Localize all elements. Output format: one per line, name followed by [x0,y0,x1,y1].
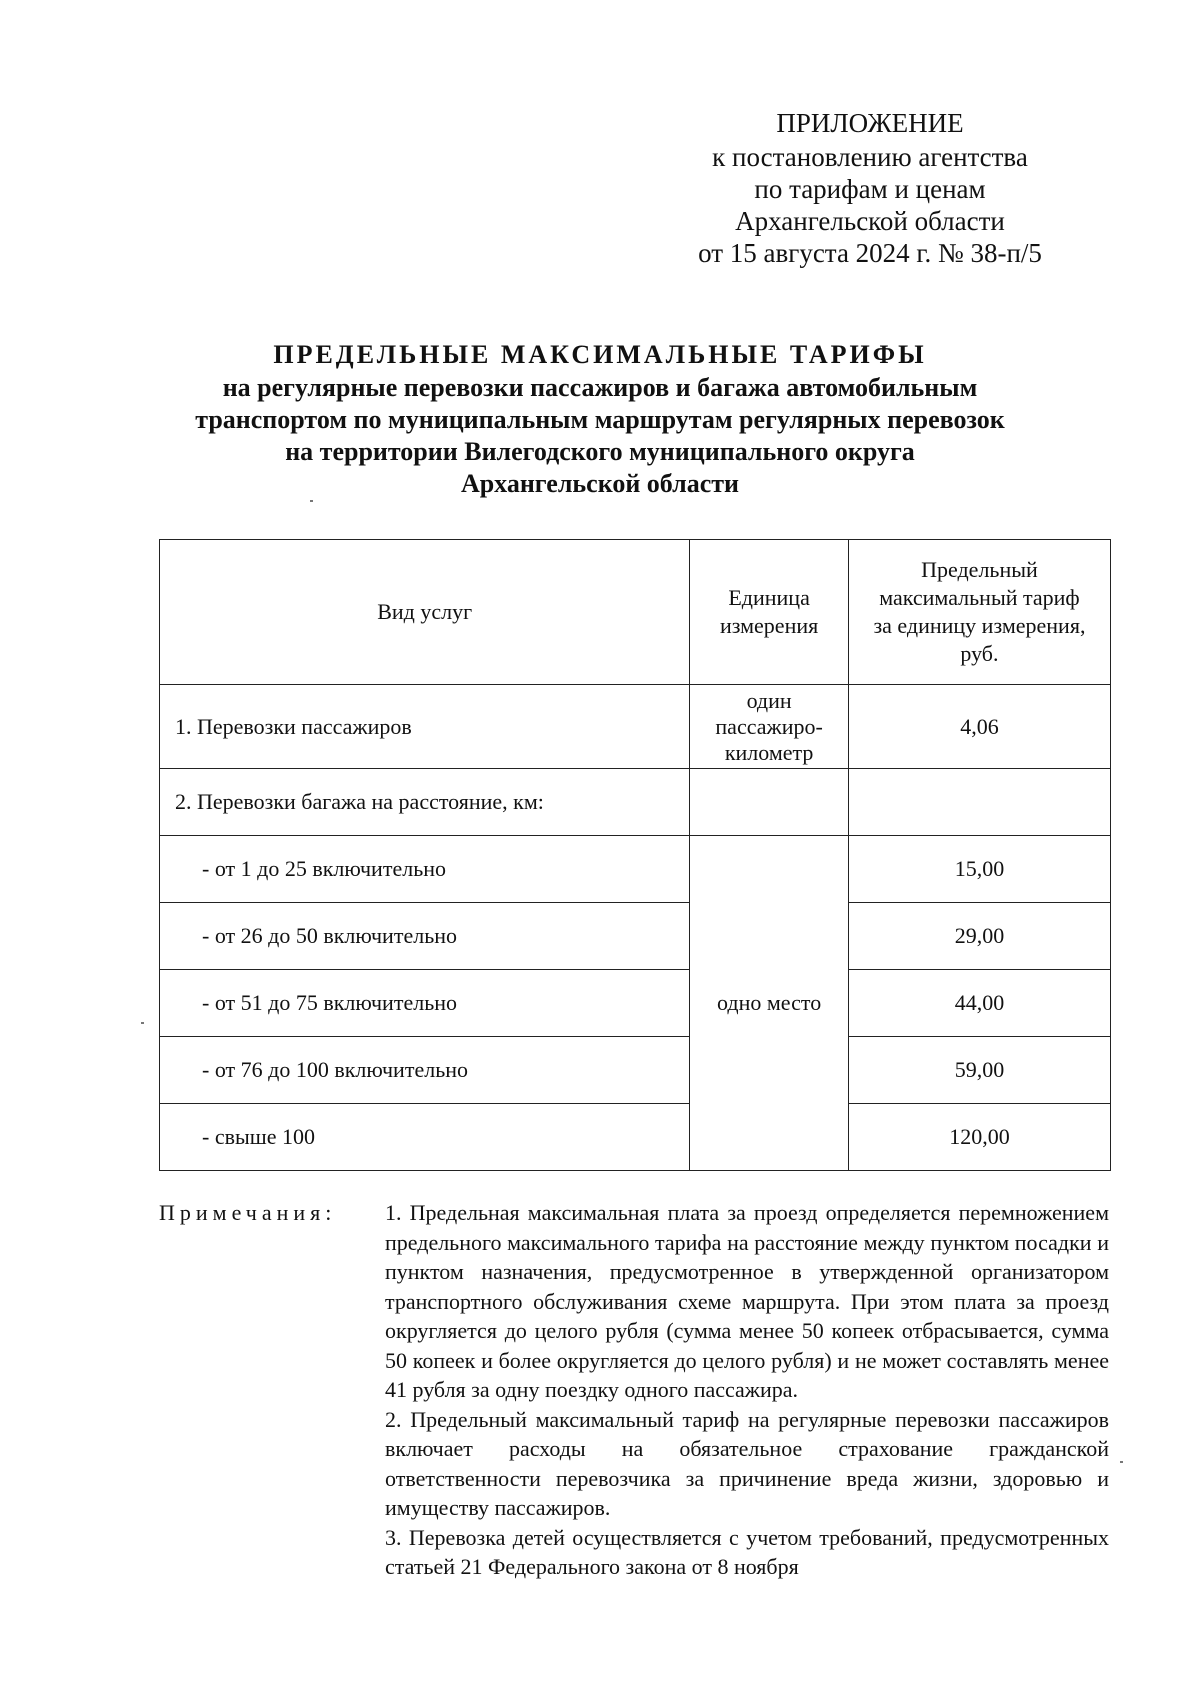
appendix-line-4: от 15 августа 2024 г. № 38-п/5 [698,238,1042,268]
scan-speck [141,1022,144,1024]
document-subtitle-line-3: на территории Вилегодского муниципального округа [285,437,915,466]
cell-tariff: 59,00 [848,1037,1110,1104]
table-row-baggage-header [160,769,1111,836]
cell-unit-line-2: пассажиро- [715,713,823,739]
cell-service: - от 76 до 100 включительно [160,1037,690,1104]
cell-tariff: 44,00 [848,970,1110,1037]
header-service [160,540,690,685]
document-subtitle-line-1: на регулярные перевозки пассажиров и багажа автомобильным [222,373,978,402]
appendix-line-2: по тарифам и ценам [754,174,986,204]
table-row-passengers [160,685,1111,769]
cell-tariff: 120,00 [848,1104,1110,1171]
cell-tariff: 4,06 [848,685,1110,769]
note-item-1: 1. Предельная максимальная плата за проезд определяется перемножением предельного максимального тарифа на расстояние между пунктом посадки и пунктом назначения, предусмотренное в утвержденной организатором транспортного обслуживания схеме маршрута. При этом плата за проезд округляется до целого рубля (сумма менее 50 копеек отбрасывается, сумма 50 копеек и более округляется до целого рубля) и не может составлять менее 41 рубля за одну поездку одного пассажира. [385,1200,1109,1402]
header-tariff-line-3: за единицу измерения, [873,613,1086,638]
header-unit [690,540,849,685]
appendix-line-1: к постановлению агентства [712,142,1028,172]
table-row [160,1104,1111,1171]
document-subtitle-line-2: транспортом по муниципальным маршрутам регулярных перевозок [195,405,1005,434]
document-subtitle-line-4: Архангельской области [460,469,740,498]
tariff-table [159,539,1111,1171]
table-row [160,836,1111,903]
scan-speck [1120,1461,1123,1463]
cell-service: - от 51 до 75 включительно [160,970,690,1037]
header-tariff [848,540,1110,685]
scan-speck [310,500,313,502]
cell-tariff-empty [848,769,1110,836]
cell-unit [690,685,849,769]
table-header-row [160,540,1111,685]
cell-tariff: 29,00 [848,903,1110,970]
cell-unit-empty [690,769,849,836]
notes-label: Примечания: [159,1200,337,1225]
note-item-3: 3. Перевозка детей осуществляется с учетом требований, предусмотренных статьей 21 Федерального закона от 8 ноября [385,1524,1109,1579]
header-unit-line-2: измерения [719,613,819,638]
cell-unit-line-1: один [746,687,792,713]
cell-unit-line-3: километр [724,739,814,765]
header-tariff-line-4: руб. [960,641,999,666]
note-item-2: 2. Предельный максимальный тариф на регулярные перевозки пассажиров включает расходы на обязательное страхование гражданской ответственности перевозчика за причинение вреда жизни, здоровью и имуществу пассажиров. [385,1406,1109,1520]
cell-service: - от 26 до 50 включительно [160,903,690,970]
table-row [160,970,1111,1037]
table-row [160,1037,1111,1104]
header-service-text: Вид услуг [377,599,473,624]
table-row [160,903,1111,970]
cell-unit-merged: одно место [690,836,849,1171]
header-unit-line-1: Единица [728,585,810,610]
cell-service: 1. Перевозки пассажиров [160,685,690,769]
cell-service: - свыше 100 [160,1104,690,1171]
cell-service: - от 1 до 25 включительно [160,836,690,903]
document-title [130,339,1070,500]
notes-list [385,1198,1109,1582]
header-tariff-line-2: максимальный тариф [879,585,1080,610]
appendix-title: ПРИЛОЖЕНИЕ [776,108,964,138]
document-heading: ПРЕДЕЛЬНЫЕ МАКСИМАЛЬНЫЕ ТАРИФЫ [273,340,927,369]
appendix-line-3: Архангельской области [735,206,1005,236]
cell-service: 2. Перевозки багажа на расстояние, км: [160,769,690,836]
cell-tariff: 15,00 [848,836,1110,903]
appendix-block [660,107,1080,269]
header-tariff-line-1: Предельный [921,557,1038,582]
